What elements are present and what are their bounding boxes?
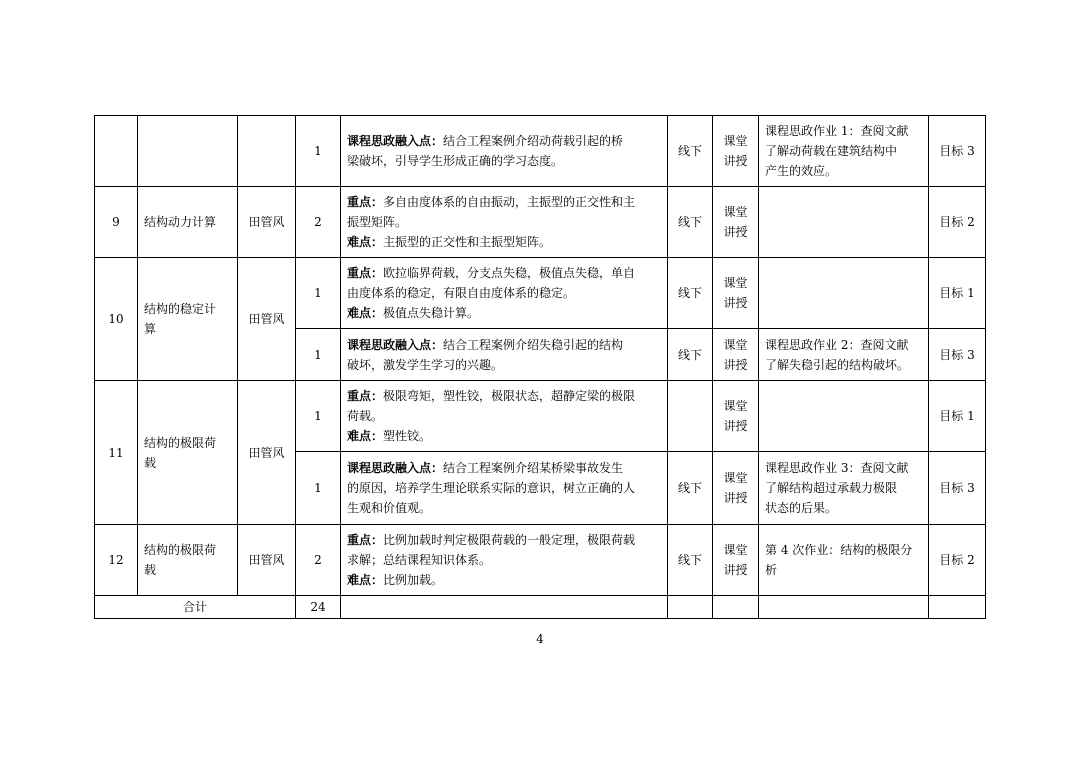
- homework-cell: 第 4 次作业：结构的极限分 析: [759, 525, 929, 596]
- chapter-cell: [138, 116, 238, 187]
- method-cell: 课堂 讲授: [713, 525, 759, 596]
- goal-cell: 目标 1: [929, 258, 986, 329]
- mode-cell: [668, 381, 713, 452]
- table-row: [95, 258, 986, 329]
- mode-cell: 线下: [668, 258, 713, 329]
- content-cell: 课程思政融入点：结合工程案例介绍某桥梁事故发生 的原因，培养学生理论联系实际的意识，树立正确的人 生观和价值观。: [341, 452, 668, 525]
- homework-cell: [759, 381, 929, 452]
- chapter-cell: 结构的稳定计 算: [138, 258, 238, 381]
- homework-cell: 课程思政作业 2：查阅文献 了解失稳引起的结构破坏。: [759, 329, 929, 381]
- week-no-cell: 12: [95, 525, 138, 596]
- empty-cell: [759, 596, 929, 619]
- method-cell: 课堂 讲授: [713, 452, 759, 525]
- mode-cell: 线下: [668, 525, 713, 596]
- content-cell: 课程思政融入点：结合工程案例介绍动荷载引起的桥 梁破坏，引导学生形成正确的学习态度。: [341, 116, 668, 187]
- teacher-cell: 田管风: [238, 258, 296, 381]
- table-row: [95, 525, 986, 596]
- hours-cell: 2: [296, 187, 341, 258]
- goal-cell: 目标 2: [929, 187, 986, 258]
- total-hours: 24: [296, 596, 341, 619]
- method-cell: 课堂 讲授: [713, 187, 759, 258]
- total-row: [95, 596, 986, 619]
- homework-cell: 课程思政作业 1：查阅文献 了解动荷载在建筑结构中 产生的效应。: [759, 116, 929, 187]
- homework-cell: [759, 258, 929, 329]
- mode-cell: 线下: [668, 329, 713, 381]
- table-row: [95, 187, 986, 258]
- goal-cell: 目标 3: [929, 329, 986, 381]
- week-no-cell: 11: [95, 381, 138, 525]
- week-no-cell: [95, 116, 138, 187]
- hours-cell: 2: [296, 525, 341, 596]
- mode-cell: 线下: [668, 187, 713, 258]
- mode-cell: 线下: [668, 452, 713, 525]
- hours-cell: 1: [296, 452, 341, 525]
- syllabus-table: [94, 115, 986, 619]
- chapter-cell: 结构的极限荷 载: [138, 525, 238, 596]
- content-cell: 重点：多自由度体系的自由振动，主振型的正交性和主 振型矩阵。 难点：主振型的正交性和主振型矩阵。: [341, 187, 668, 258]
- hours-cell: 1: [296, 258, 341, 329]
- chapter-cell: 结构的极限荷 载: [138, 381, 238, 525]
- empty-cell: [713, 596, 759, 619]
- content-cell: 重点：极限弯矩，塑性铰，极限状态，超静定梁的极限 荷载。 难点：塑性铰。: [341, 381, 668, 452]
- week-no-cell: 10: [95, 258, 138, 381]
- teacher-cell: 田管风: [238, 525, 296, 596]
- total-label: 合计: [95, 596, 296, 619]
- content-cell: 重点：比例加载时判定极限荷载的一般定理，极限荷载 求解；总结课程知识体系。 难点：比例加载。: [341, 525, 668, 596]
- empty-cell: [929, 596, 986, 619]
- mode-cell: 线下: [668, 116, 713, 187]
- homework-cell: 课程思政作业 3：查阅文献 了解结构超过承载力极限 状态的后果。: [759, 452, 929, 525]
- method-cell: 课堂 讲授: [713, 116, 759, 187]
- homework-cell: [759, 187, 929, 258]
- goal-cell: 目标 1: [929, 381, 986, 452]
- goal-cell: 目标 3: [929, 452, 986, 525]
- empty-cell: [341, 596, 668, 619]
- table-row: [95, 381, 986, 452]
- method-cell: 课堂 讲授: [713, 381, 759, 452]
- goal-cell: 目标 3: [929, 116, 986, 187]
- week-no-cell: 9: [95, 187, 138, 258]
- chapter-cell: 结构动力计算: [138, 187, 238, 258]
- content-cell: 重点：欧拉临界荷载，分支点失稳，极值点失稳，单自 由度体系的稳定，有限自由度体系的稳定。 难点：极值点失稳计算。: [341, 258, 668, 329]
- content-cell: 课程思政融入点：结合工程案例介绍失稳引起的结构 破坏，激发学生学习的兴趣。: [341, 329, 668, 381]
- method-cell: 课堂 讲授: [713, 258, 759, 329]
- teacher-cell: 田管风: [238, 187, 296, 258]
- empty-cell: [668, 596, 713, 619]
- teacher-cell: 田管风: [238, 381, 296, 525]
- page-number: 4: [536, 632, 544, 646]
- hours-cell: 1: [296, 381, 341, 452]
- hours-cell: 1: [296, 116, 341, 187]
- table-row: [95, 116, 986, 187]
- hours-cell: 1: [296, 329, 341, 381]
- teacher-cell: [238, 116, 296, 187]
- goal-cell: 目标 2: [929, 525, 986, 596]
- method-cell: 课堂 讲授: [713, 329, 759, 381]
